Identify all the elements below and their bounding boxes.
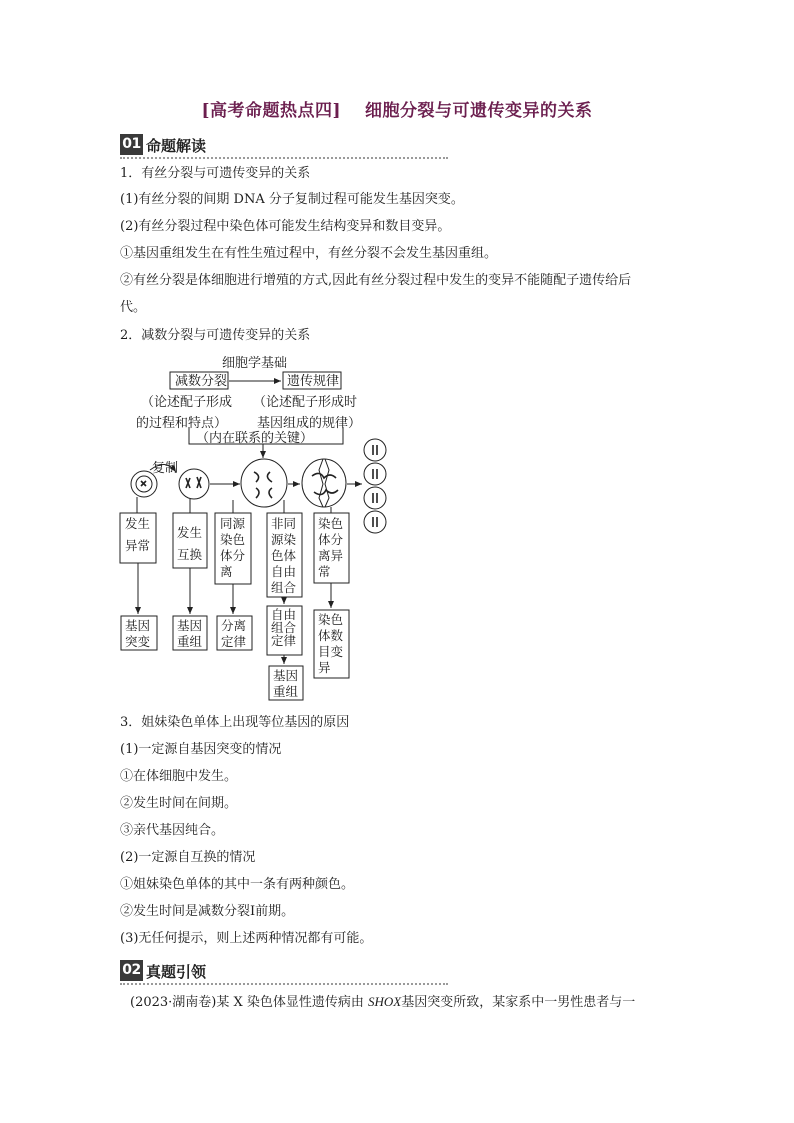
box-homolog-text: 离 [220, 564, 233, 579]
heading-3: 3．姐妹染色单体上出现等位基因的原因 [120, 715, 350, 730]
label-copy: 复制 [152, 461, 179, 476]
box-gene-recombination-text: 重组 [177, 634, 203, 649]
text-line: ②发生时间在间期。 [120, 796, 238, 811]
label-cytology: 细胞学基础 [222, 356, 288, 371]
box-meiosis-label: 减数分裂 [175, 374, 228, 389]
box-gene-recombination-text: 基因 [177, 618, 203, 633]
box-chr-separation-text: 染色 [318, 516, 344, 531]
box-homolog-text: 同源 [220, 516, 246, 531]
label-key: （内在联系的关键） [196, 431, 314, 446]
box-free-combination-text: 源染 [271, 532, 297, 547]
text-line: (1)有丝分裂的间期 DNA 分子复制过程可能发生基因突变。 [120, 192, 464, 207]
box-chr-number-variation-text: 异 [318, 660, 331, 675]
box-crossover-text: 互换 [177, 547, 203, 562]
box-free-combination-law-text: 组合 [271, 620, 297, 635]
section-number-badge: 01 [120, 134, 143, 155]
box-chr-number-variation-text: 体数 [318, 628, 344, 643]
box-law-label: 遗传规律 [287, 374, 340, 389]
section-number-badge: 02 [120, 960, 143, 981]
box-free-combination-law-text: 定律 [271, 633, 297, 648]
gene-name: SHOX [368, 994, 402, 1009]
text-line: (2)一定源自互换的情况 [120, 850, 256, 865]
text-line: ①基因重组发生在有性生殖过程中，有丝分裂不会发生基因重组。 [120, 246, 498, 261]
box-chr-number-variation-text: 染色 [318, 612, 344, 627]
box-segregation-law-text: 定律 [221, 634, 247, 649]
box-free-combination-text: 组合 [271, 580, 297, 595]
title-tag: [高考命题热点四] [201, 101, 342, 121]
cell-3 [241, 459, 287, 507]
box-abnormal-text: 发生 [125, 516, 151, 531]
text-line: ①在体细胞中发生。 [120, 769, 238, 784]
box-free-combination-text: 非同 [271, 516, 297, 531]
question-prefix: (2023·湖南卷)某 X 染色体显性遗传病由 [130, 995, 369, 1010]
box-gene-mutation-text: 基因 [125, 618, 151, 633]
note-left-2: 的过程和特点） [136, 416, 228, 431]
note-right-1: （论述配子形成时 [253, 395, 358, 410]
text-line: ②有丝分裂是体细胞进行增殖的方式,因此有丝分裂过程中发生的变异不能随配子遗传给后 [120, 273, 632, 288]
cell-4 [302, 459, 346, 507]
box-homolog-text: 染色 [220, 532, 246, 547]
section-divider [120, 983, 448, 985]
question-suffix: 基因突变所致，某家系中一男性患者与一 [401, 995, 636, 1010]
cell-2 [179, 469, 209, 499]
heading-1: 1．有丝分裂与可遗传变异的关系 [120, 166, 311, 181]
text-line: ③亲代基因纯合。 [120, 823, 225, 838]
box-segregation-law-text: 分离 [221, 618, 247, 633]
title-main: 细胞分裂与可遗传变异的关系 [365, 101, 593, 121]
text-line: (2)有丝分裂过程中染色体可能发生结构变异和数目变异。 [120, 219, 451, 234]
question-text [130, 992, 635, 1013]
text-line: (1)一定源自基因突变的情况 [120, 742, 282, 757]
box-gene-mutation-text: 突变 [125, 634, 151, 649]
section-label: 真题引领 [146, 963, 207, 981]
box-free-combination-text: 自由 [271, 564, 297, 579]
gamete-2 [364, 463, 386, 485]
gamete-1 [364, 439, 386, 461]
gamete-4 [364, 511, 386, 533]
box-chr-separation-text: 常 [318, 564, 331, 579]
text-line: ②发生时间是减数分裂Ⅰ前期。 [120, 904, 295, 919]
text-line: 代。 [120, 300, 147, 315]
box-chr-number-variation-text: 目变 [318, 644, 344, 659]
heading-2: 2．减数分裂与可遗传变异的关系 [120, 328, 311, 343]
box-gene-recombination-2-text: 基因 [273, 668, 299, 683]
gamete-3 [364, 487, 386, 509]
box-chr-separation-text: 体分 [318, 532, 344, 547]
box-free-combination-text: 色体 [271, 548, 297, 563]
box-gene-recombination-2-text: 重组 [273, 684, 299, 699]
box-homolog-text: 体分 [220, 548, 246, 563]
box-abnormal-text: 异常 [125, 538, 151, 553]
text-line: (3)无任何提示，则上述两种情况都有可能。 [120, 931, 373, 946]
box-chr-separation-text: 离异 [318, 548, 344, 563]
box-crossover-text: 发生 [177, 525, 203, 540]
section-label: 命题解读 [146, 137, 207, 155]
chromosome-icon [141, 445, 377, 527]
note-left-1: （论述配子形成 [141, 395, 233, 410]
box-free-combination-law-text: 自由 [271, 607, 297, 622]
note-right-2: 基因组成的规律） [257, 416, 362, 431]
text-line: ①姐妹染色单体的其中一条有两种颜色。 [120, 877, 355, 892]
